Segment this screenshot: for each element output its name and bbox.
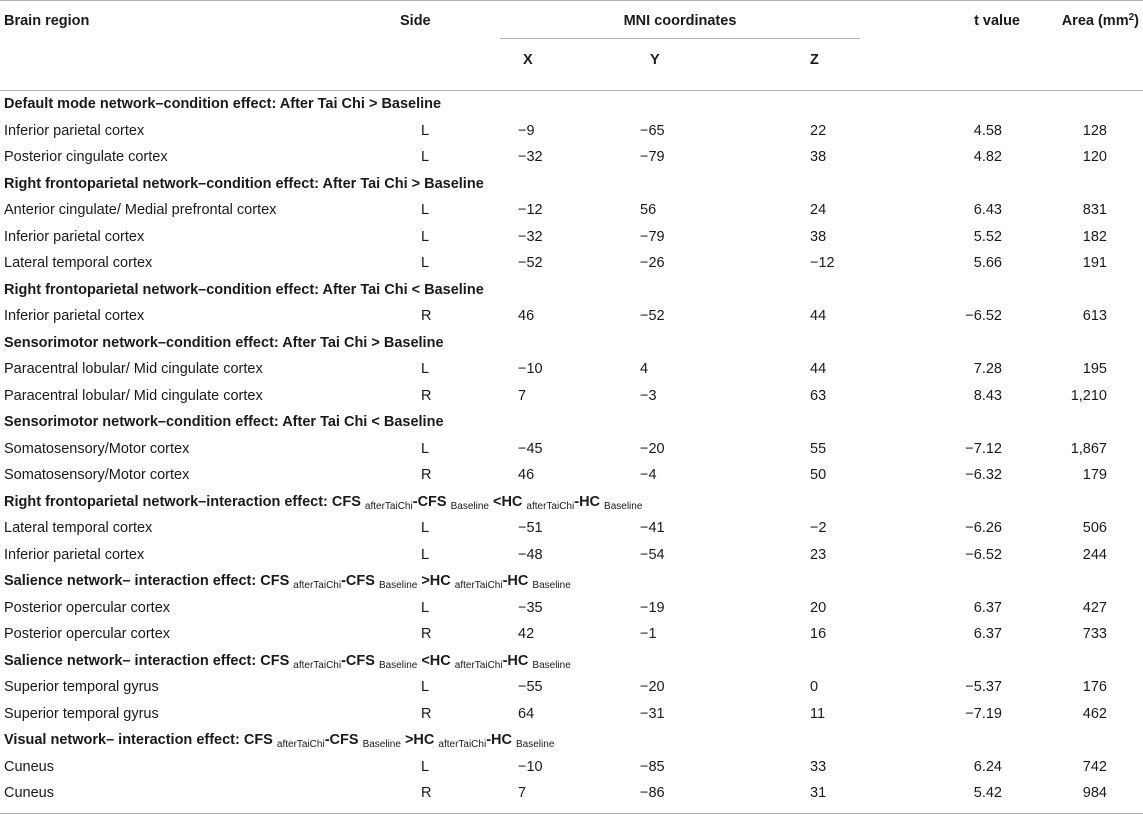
cell-region: Inferior parietal cortex [4,308,145,325]
cell-region: Inferior parietal cortex [4,228,145,245]
table-row [0,250,1143,277]
cell-side: R [421,785,432,802]
cell-region: Posterior opercular cortex [4,599,171,616]
table-row [0,436,1143,463]
cell-z: 22 [810,122,827,139]
cell-y: −20 [640,679,665,696]
title-subscript: Baseline [532,580,571,592]
cell-z: 55 [810,440,827,457]
title-text: -CFS [324,732,363,749]
cell-side: R [421,705,432,722]
cell-side: L [421,758,430,775]
cell-y: −20 [640,440,665,457]
cell-x: 42 [518,626,535,643]
cell-region: Cuneus [4,758,54,775]
cell-area: 427 [1082,599,1107,616]
cell-z: 31 [810,785,827,802]
title-subscript: afterTaiChi [276,739,325,751]
cell-x: −32 [518,228,543,245]
table-row [0,224,1143,251]
section-title: Right frontoparietal network–condition effect: After Tai Chi < Baseline [4,281,484,298]
title-text: Visual network– interaction effect: CFS [4,732,277,749]
cell-area: 195 [1082,361,1107,378]
cell-t-value: 4.82 [973,149,1002,166]
title-text: Salience network– interaction effect: CFS [4,573,294,590]
cell-z: 44 [810,361,827,378]
title-text: >HC [400,732,439,749]
cell-y: −86 [640,785,665,802]
table-row [0,595,1143,622]
cell-side: L [421,546,430,563]
table-row [0,754,1143,781]
title-text: <HC [417,652,455,669]
cell-side: L [421,149,430,166]
cell-area: 244 [1082,546,1107,563]
cell-area: 613 [1082,308,1107,325]
cell-x: −51 [518,520,543,537]
cell-area: 179 [1082,467,1107,484]
cell-t-value: 5.52 [973,228,1002,245]
title-subscript: Baseline [516,739,555,751]
cell-region: Superior temporal gyrus [4,679,159,696]
section-header [0,727,1143,754]
cell-y: −1 [640,626,657,643]
title-subscript: Baseline [604,500,643,512]
cell-x: −12 [518,202,543,219]
table-row [0,542,1143,569]
cell-t-value: −6.26 [965,520,1002,537]
section-title [0,727,1143,754]
header-brain-region: Brain region [4,13,90,30]
table-row [0,674,1143,701]
cell-side: L [421,202,430,219]
cell-t-value: 5.66 [973,255,1002,272]
cell-area: 1,210 [1070,387,1107,404]
cell-y: 4 [640,361,649,378]
cell-x: −9 [518,122,535,139]
cell-z: 20 [810,599,827,616]
cell-region: Lateral temporal cortex [4,520,153,537]
section-title [0,648,1143,675]
cell-region: Cuneus [4,785,54,802]
cell-region: Posterior opercular cortex [4,626,171,643]
section-header [0,648,1143,675]
section-header [0,568,1143,595]
title-text: -HC [486,732,517,749]
cell-side: L [421,679,430,696]
header-side: Side [400,13,431,30]
title-subscript: afterTaiChi [526,500,575,512]
cell-z: 38 [810,228,827,245]
cell-region: Lateral temporal cortex [4,255,153,272]
cell-t-value: 7.28 [973,361,1002,378]
title-subscript: Baseline [532,659,571,671]
cell-x: 46 [518,467,535,484]
cell-area: 176 [1082,679,1107,696]
table-row [0,621,1143,648]
title-text: -HC [502,573,533,590]
title-text: -CFS [412,493,451,510]
table-row [0,303,1143,330]
cell-x: −32 [518,149,543,166]
cell-area: 1,867 [1070,440,1107,457]
cell-z: 11 [810,705,826,722]
cell-t-value: −5.37 [965,679,1002,696]
cell-z: 38 [810,149,827,166]
cell-z: 16 [810,626,827,643]
cell-y: 56 [640,202,657,219]
cell-side: R [421,308,432,325]
table-header [0,1,1143,91]
section-title: Sensorimotor network–condition effect: After Tai Chi < Baseline [4,414,444,431]
title-subscript: afterTaiChi [454,659,503,671]
table-row [0,383,1143,410]
title-text: -CFS [341,573,379,590]
section-header [0,277,1143,304]
cell-side: L [421,520,430,537]
cell-y: −19 [640,599,665,616]
cell-z: −12 [810,255,835,272]
cell-x: 64 [518,705,535,722]
cell-t-value: 6.24 [973,758,1002,775]
table-row [0,462,1143,489]
cell-region: Paracentral lobular/ Mid cingulate cortex [4,361,263,378]
cell-z: 63 [810,387,827,404]
title-text: Salience network– interaction effect: CFS [4,652,294,669]
cell-x: −52 [518,255,543,272]
table-row [0,701,1143,728]
cell-side: L [421,599,430,616]
section-header [0,171,1143,198]
cell-x: −35 [518,599,543,616]
header-area: Area $(mm^2)$ [1061,12,1139,30]
cell-x: 7 [518,785,527,802]
cell-region: Anterior cingulate/ Medial prefrontal cortex [4,202,277,219]
cell-t-value: 6.43 [973,202,1002,219]
cell-t-value: 4.58 [973,122,1002,139]
cell-z: 24 [810,202,827,219]
header-z: Z [810,39,860,82]
cell-x: −48 [518,546,543,563]
cell-y: −54 [640,546,665,563]
cell-region: Posterior cingulate cortex [4,149,168,166]
table-row [0,144,1143,171]
cell-x: 7 [518,387,527,404]
cell-t-value: 6.37 [973,626,1002,643]
title-subscript: afterTaiChi [293,659,342,671]
section-title: Default mode network–condition effect: After Tai Chi > Baseline [4,96,442,113]
cell-side: L [421,228,430,245]
cell-side: R [421,387,432,404]
section-title: Right frontoparietal network–condition effect: After Tai Chi > Baseline [4,175,484,192]
cell-area: 733 [1082,626,1107,643]
cell-t-value: 5.42 [973,785,1002,802]
cell-region: Paracentral lobular/ Mid cingulate cortex [4,387,263,404]
title-subscript: afterTaiChi [293,580,342,592]
cell-x: −10 [518,361,543,378]
cell-t-value: 6.37 [973,599,1002,616]
section-title [0,568,1143,595]
cell-y: −65 [640,122,665,139]
title-text: >HC [417,573,455,590]
cell-x: 46 [518,308,535,325]
cell-x: −55 [518,679,543,696]
table-row [0,197,1143,224]
cell-z: 0 [810,679,819,696]
cell-side: L [421,122,430,139]
title-subscript: Baseline [450,500,489,512]
cell-z: 23 [810,546,827,563]
table-row [0,780,1143,807]
table-row [0,356,1143,383]
cell-t-value: −6.52 [965,546,1002,563]
section-header [0,489,1143,516]
title-subscript: Baseline [378,580,418,592]
cell-y: −4 [640,467,657,484]
title-text: -CFS [341,652,379,669]
cell-region: Somatosensory/Motor cortex [4,467,190,484]
title-text: -HC [502,652,533,669]
cell-side: L [421,440,430,457]
cell-t-value: −6.32 [965,467,1002,484]
cell-side: R [421,467,432,484]
cell-z: −2 [810,520,827,537]
table-row [0,118,1143,145]
cell-y: −41 [640,520,665,537]
section-title [0,489,1143,516]
cell-area: 191 [1082,255,1107,272]
cell-side: L [421,361,430,378]
cell-y: −79 [640,228,665,245]
cell-area: 128 [1082,122,1107,139]
title-subscript: afterTaiChi [364,500,413,512]
cell-side: L [421,255,430,272]
cell-area: 120 [1082,149,1107,166]
cell-y: −26 [640,255,665,272]
cell-z: 50 [810,467,827,484]
cell-region: Somatosensory/Motor cortex [4,440,190,457]
cell-region: Superior temporal gyrus [4,705,159,722]
title-text: <HC [488,493,527,510]
cell-y: −52 [640,308,665,325]
section-header [0,330,1143,357]
cell-t-value: −7.19 [965,705,1002,722]
cell-side: R [421,626,432,643]
cell-x: −10 [518,758,543,775]
cell-area: 462 [1082,705,1107,722]
cell-y: −3 [640,387,657,404]
title-subscript: Baseline [362,739,401,751]
section-header [0,91,1143,118]
cell-t-value: −7.12 [965,440,1002,457]
cell-area: 742 [1082,758,1107,775]
title-subscript: Baseline [378,659,418,671]
cell-t-value: −6.52 [965,308,1002,325]
cell-region: Inferior parietal cortex [4,546,145,563]
cell-y: −79 [640,149,665,166]
cell-z: 33 [810,758,827,775]
header-t-value: t value [974,13,1020,30]
cell-y: −85 [640,758,665,775]
table-row [0,515,1143,542]
section-title: Sensorimotor network–condition effect: After Tai Chi > Baseline [4,334,444,351]
title-text: -HC [574,493,605,510]
cell-y: −31 [640,705,665,722]
cell-area: 182 [1082,228,1107,245]
header-x: X [500,39,605,82]
cell-region: Inferior parietal cortex [4,122,145,139]
cell-z: 44 [810,308,827,325]
cell-area: 506 [1082,520,1107,537]
cell-area: 984 [1082,785,1107,802]
cell-area: 831 [1082,202,1107,219]
header-mni-coordinates: MNI coordinates [623,13,737,29]
table-body [0,91,1143,807]
title-text: Right frontoparietal network–interaction effect: CFS [4,493,365,510]
title-subscript: afterTaiChi [454,580,503,592]
cell-x: −45 [518,440,543,457]
section-header [0,409,1143,436]
header-y: Y [605,39,810,82]
title-subscript: afterTaiChi [438,739,487,751]
cell-t-value: 8.43 [973,387,1002,404]
